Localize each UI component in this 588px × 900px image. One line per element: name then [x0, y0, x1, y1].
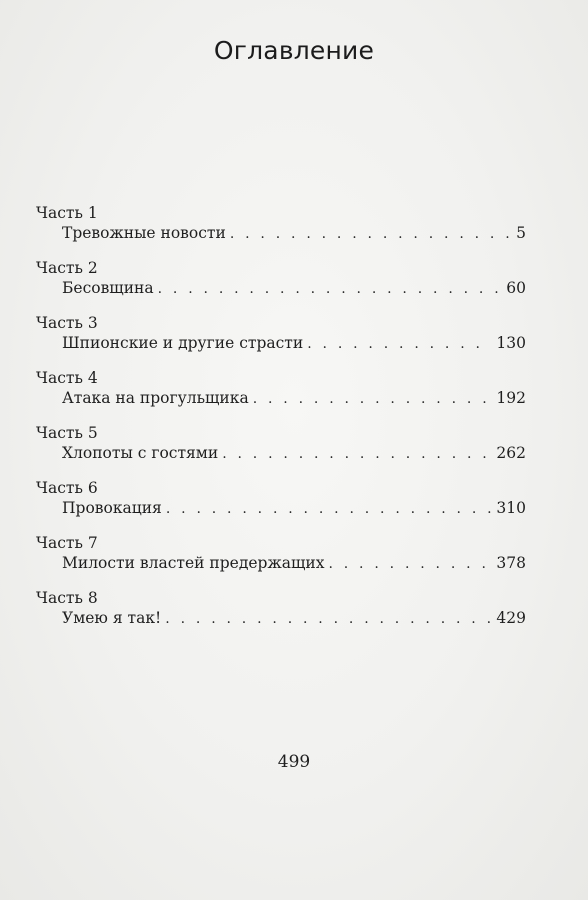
table-of-contents: [36, 202, 526, 642]
toc-part-label: Часть 1: [36, 204, 98, 222]
dot-leader: [253, 388, 493, 410]
toc-entry-title: Шпионские и другие страсти: [62, 334, 304, 352]
toc-part: [36, 422, 526, 477]
toc-entry: [62, 332, 526, 355]
toc-part-label: Часть 6: [36, 479, 98, 497]
page-title: Оглавление: [213, 36, 375, 65]
toc-entry-page: 60: [506, 279, 526, 297]
toc-entry-page: 130: [496, 334, 526, 352]
toc-part-label: Часть 4: [36, 369, 98, 387]
toc-part: [36, 587, 526, 642]
toc-entry-title: Тревожные новости: [62, 224, 226, 242]
toc-entry-page: 378: [496, 554, 526, 572]
toc-entry-title: Бесовщина: [62, 279, 154, 297]
toc-entry: [62, 387, 526, 410]
toc-entry-title: Хлопоты с гостями: [62, 444, 219, 462]
toc-part-label: Часть 3: [36, 314, 98, 332]
toc-entry: [62, 607, 526, 630]
dot-leader: [165, 608, 492, 630]
toc-entry: [62, 222, 526, 245]
toc-entry-title: Атака на прогульщика: [62, 389, 249, 407]
toc-entry-title: Милости властей предержащих: [62, 554, 325, 572]
toc-entry: [62, 552, 526, 575]
toc-part: [36, 477, 526, 532]
toc-part-label: Часть 2: [36, 259, 98, 277]
toc-part-label: Часть 8: [36, 589, 98, 607]
toc-part: [36, 202, 526, 257]
dot-leader: [230, 223, 512, 245]
toc-entry-title: Умею я так!: [62, 609, 162, 627]
toc-entry-page: 262: [496, 444, 526, 462]
toc-part: [36, 312, 526, 367]
toc-entry-page: 192: [496, 389, 526, 407]
toc-entry-page: 5: [516, 224, 526, 242]
toc-entry-page: 310: [496, 499, 526, 517]
toc-part-label: Часть 5: [36, 424, 98, 442]
dot-leader: [158, 278, 503, 300]
dot-leader: [222, 443, 492, 465]
dot-leader: [328, 553, 492, 575]
dot-leader: [307, 333, 492, 355]
toc-part: [36, 532, 526, 587]
toc-entry: [62, 442, 526, 465]
dot-leader: [166, 498, 493, 520]
toc-entry-page: 429: [496, 609, 526, 627]
toc-part-label: Часть 7: [36, 534, 98, 552]
page-number: 499: [277, 752, 311, 772]
toc-part: [36, 367, 526, 422]
toc-entry: [62, 497, 526, 520]
toc-entry-title: Провокация: [62, 499, 162, 517]
toc-part: [36, 257, 526, 312]
toc-entry: [62, 277, 526, 300]
